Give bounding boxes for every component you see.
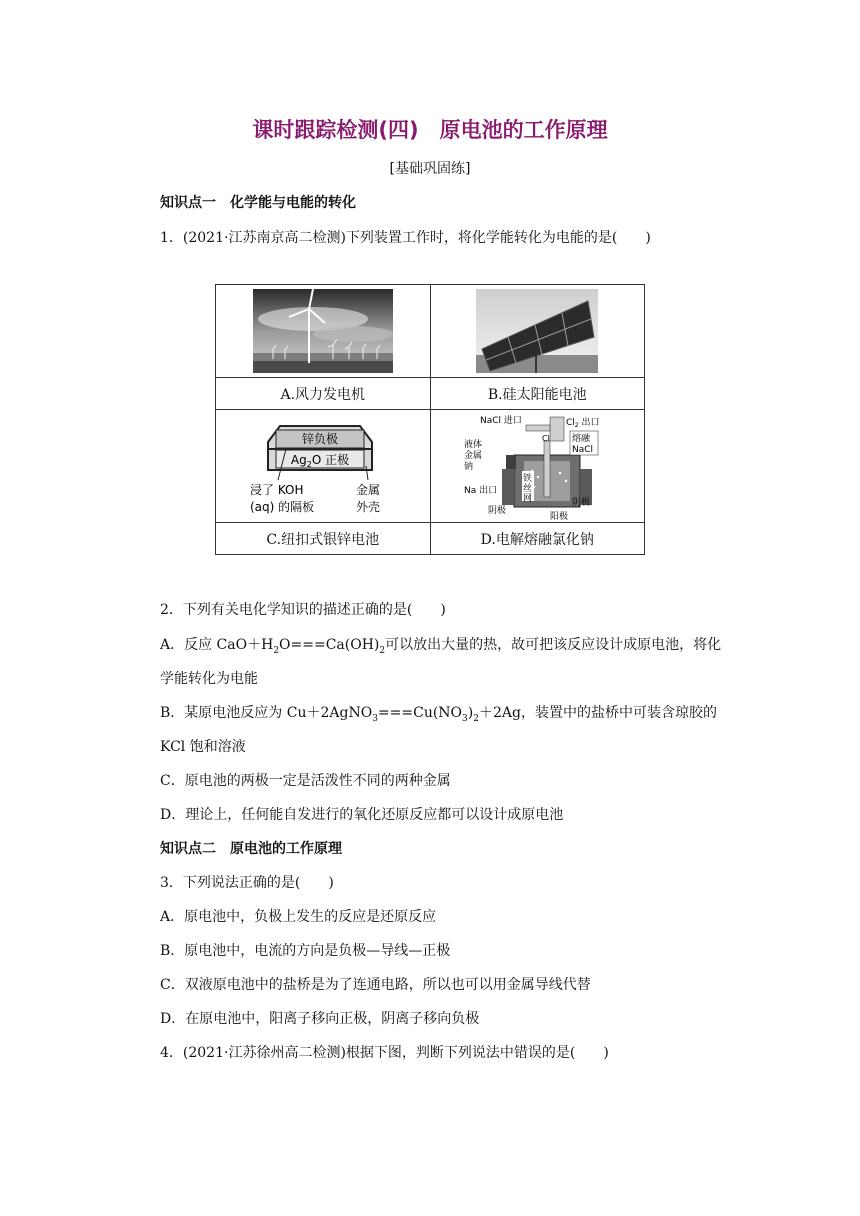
- solar-panel-image: [430, 285, 645, 378]
- nacl-inlet-label: NaCl 进口: [480, 416, 523, 426]
- section-heading-2: 知识点二 原电池的工作原理: [160, 841, 342, 857]
- wind-turbine-image: [216, 285, 431, 378]
- cathode-label-left: 阴极: [488, 506, 507, 516]
- question-1-stem: 1．(2021·江苏南京高二检测)下列装置工作时，将化学能转化为电能的是( ): [160, 230, 651, 246]
- ag2o-positive-label: $Ag_2O$ 正极: [290, 453, 349, 469]
- iron-mesh-label-1: 铁: [523, 474, 533, 484]
- question-2-option-d: D．理论上，任何能自发进行的氧化还原反应都可以设计成原电池: [160, 807, 564, 823]
- liquid-metal-label-3: 钠: [464, 462, 474, 472]
- section-heading-1: 知识点一 化学能与电能的转化: [160, 195, 356, 211]
- electrolysis-cell-diagram: [430, 410, 645, 523]
- question-1-option-table: [215, 284, 645, 555]
- metal-shell-label-line2: 外壳: [355, 500, 380, 514]
- question-3-option-d: D．在原电池中，阳离子移向正极，阴离子移向负极: [160, 1011, 480, 1027]
- question-3-stem: 3．下列说法正确的是( ): [160, 875, 334, 891]
- question-2-stem: 2．下列有关电化学知识的描述正确的是( ): [160, 602, 446, 618]
- metal-shell-label-line1: 金属: [355, 483, 380, 497]
- question-2-option-b-line2: KCl 饱和溶液: [160, 739, 246, 755]
- molten-label: 熔融: [572, 434, 591, 444]
- option-a-label: A.风力发电机: [216, 378, 431, 410]
- question-3-option-a: A．原电池中，负极上发生的反应是还原反应: [160, 909, 437, 925]
- page-title: 课时跟踪检测(四) 原电池的工作原理: [252, 118, 608, 142]
- button-cell-diagram: [216, 410, 431, 523]
- option-d-label: D.电解熔融氯化钠: [430, 523, 645, 555]
- question-4-stem: 4．(2021·江苏徐州高二检测)根据下图，判断下列说法中错误的是( ): [160, 1045, 609, 1061]
- question-2-option-b-line1: B．某原电池反应为 $Cu+2AgNO_3===Cu(NO_3)_2+2Ag$，装置中的盐桥中可装含琼胶的: [160, 705, 717, 724]
- iron-mesh-label-3: 网: [523, 494, 533, 504]
- iron-mesh-label-2: 丝: [523, 484, 533, 494]
- nacl-molten-label: NaCl: [572, 445, 594, 455]
- question-2-option-a-line1: A．反应 $CaO+H_2O===Ca(OH)_2$可以放出大量的热，故可把该反应设计成原电池，将化: [160, 637, 722, 656]
- section-subtitle: [基础巩固练]: [389, 161, 471, 177]
- zinc-negative-label: 锌负极: [301, 432, 338, 446]
- liquid-metal-label-2: 金属: [464, 451, 483, 461]
- separator-label-line1: 浸了 KOH: [249, 483, 304, 497]
- question-2-option-c: C．原电池的两极一定是活泼性不同的两种金属: [160, 773, 451, 789]
- na-outlet-label: Na 出口: [464, 486, 498, 496]
- question-2-option-a-line2: 学能转化为电能: [160, 671, 258, 687]
- option-c-label: C.纽扣式银锌电池: [216, 523, 431, 555]
- anode-label: 阳极: [550, 512, 569, 521]
- option-b-label: B.硅太阳能电池: [430, 378, 645, 410]
- question-3-option-c: C．双液原电池中的盐桥是为了连通电路，所以也可以用金属导线代替: [160, 977, 591, 993]
- question-3-option-b: B．原电池中，电流的方向是负极—导线—正极: [160, 943, 451, 959]
- cl-ion-label: Cl: [542, 434, 551, 443]
- liquid-metal-label-1: 液体: [464, 440, 483, 450]
- cathode-label-right: 阴极: [572, 498, 591, 508]
- cl2-outlet-label: $Cl_2$ 出口: [566, 418, 600, 429]
- separator-label-line2: (aq) 的隔板: [249, 500, 314, 514]
